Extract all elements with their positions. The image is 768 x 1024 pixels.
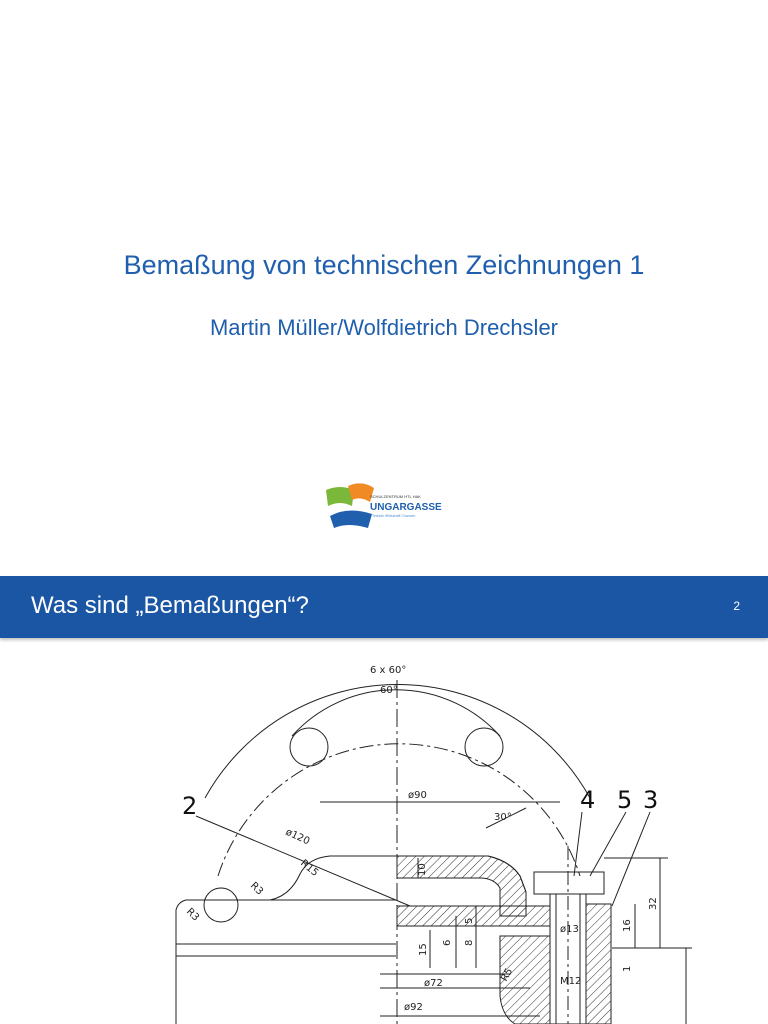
dim-r3-b: R3 [183, 906, 202, 924]
presentation-authors: Martin Müller/Wolfdietrich Drechsler [209, 315, 558, 340]
dim-v5: 5 [464, 917, 475, 924]
dim-r5: R5 [499, 966, 516, 984]
dim-v16: 16 [622, 919, 633, 932]
dim-m12: M12 [560, 976, 582, 987]
dim-v1: 1 [622, 965, 633, 972]
dim-d13: ø13 [560, 924, 579, 935]
part-label-4: 4 [580, 786, 596, 814]
part-label-5: 5 [617, 786, 633, 814]
dim-d72: ø72 [424, 978, 443, 989]
dim-d92: ø92 [404, 1002, 423, 1013]
dim-v6: 6 [442, 939, 453, 946]
logo-small-text: SCHULZENTRUM HTL HAK [370, 494, 421, 499]
dim-d90: ø90 [408, 790, 427, 801]
dim-v32: 32 [648, 897, 659, 910]
presentation-title: Bemaßung von technischen Zeichnungen 1 [123, 250, 645, 280]
logo-name: UNGARGASSE [370, 502, 442, 513]
logo-tagline: Technik Wirtschaft Chancen [372, 514, 416, 518]
dim-a30: 30° [494, 812, 512, 823]
content-slide [0, 576, 768, 1024]
dim-d120: ø120 [283, 826, 312, 848]
dim-r3-a: R3 [247, 880, 266, 898]
part-label-3: 3 [643, 786, 659, 814]
page-number: 2 [733, 599, 740, 613]
dim-v15: 15 [418, 943, 429, 956]
dim-angle-total: 6 x 60° [370, 665, 407, 676]
dim-v10: 10 [417, 863, 428, 876]
part-label-2: 2 [182, 792, 198, 820]
slide-header [0, 576, 768, 638]
technical-drawing [0, 638, 768, 1024]
slide-title: Was sind „Bemaßungen“? [31, 592, 309, 619]
dim-angle: 60° [380, 685, 398, 696]
dim-r15: R15 [298, 857, 321, 879]
dim-v8: 8 [464, 939, 475, 946]
school-logo [322, 480, 452, 532]
